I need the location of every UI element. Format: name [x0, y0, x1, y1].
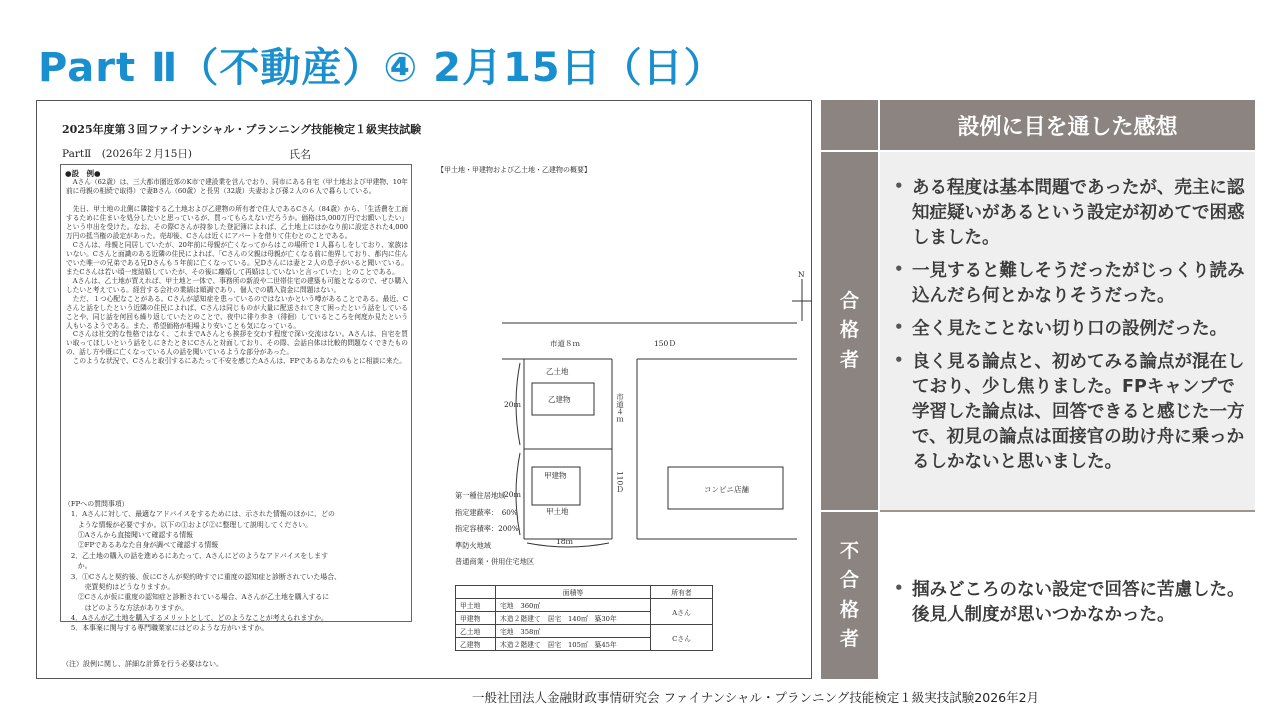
exam-part: PartⅡ (2026年２月15日)	[62, 148, 193, 160]
cell-detail: 木造２階建て 居宅 140㎡ 築30年	[496, 612, 651, 625]
store-label: コンビニ店舗	[704, 485, 749, 494]
cell-type: 甲土地	[456, 599, 496, 612]
list-item: • 掴みどころのない設定で回答に苦慮した。後見人制度が思いつかなかった。	[890, 578, 1247, 628]
dim-20m-upper: 20ｍ	[504, 400, 522, 409]
cell-type: 乙土地	[456, 625, 496, 638]
property-table	[455, 585, 713, 651]
exam-document	[36, 100, 812, 679]
bldg-otsu-label: 乙建物	[548, 395, 571, 404]
failed-char: 合	[839, 569, 859, 592]
zoning-info: 第一種住居地域 指定建蔽率： 60% 指定容積率：200% 準防火地域 普通商業・併用住宅地区	[455, 491, 535, 567]
table-row	[456, 599, 713, 612]
passed-list	[890, 176, 1247, 483]
source-credit: 一般社団法人金融財政事情研究会 ファイナンシャル・プランニング技能検定１級実技試験2026年2月	[472, 690, 1040, 705]
cell-type: 甲建物	[456, 612, 496, 625]
road-side-label: 市道４ｍ	[615, 393, 625, 423]
list-item: • 良く見る論点と、初めてみる論点が混在しており、少し焦りました。FPキャンプで学習した論点は、回答できると感じた一方で、初見の論点は面接官の助け舟に乗っかるしかないと思いました。	[890, 350, 1247, 475]
plot-otsu-label: 乙土地	[546, 367, 569, 376]
list-item: • 全く見たことない切り口の設例だった。	[890, 317, 1247, 342]
map-title: 【甲土地・甲建物および乙土地・乙建物の概要】	[437, 166, 591, 174]
th-detail: 面積等	[496, 586, 651, 599]
list-item: • ある程度は基本問題であったが、売主に認知症疑いがあるという設定が初めてで困惑しました。	[890, 176, 1247, 251]
panel-header: 設例に目を通した感想	[880, 100, 1255, 150]
road-top-label: 市道８ｍ	[550, 339, 580, 348]
cell-owner: Cさん	[651, 625, 713, 651]
case-label: ●設 例●	[65, 169, 101, 178]
property-table-header	[456, 586, 713, 599]
th-owner: 所有者	[651, 586, 713, 599]
failed-char: 者	[839, 627, 859, 650]
impressions-panel	[821, 100, 1255, 679]
case-text: Aさん（62歳）は、三大都市圏近郊のK市で建設業を営んでおり、同市にある自宅（甲土地および甲建物、10年前に母親の相続で取得）で妻Bさん（60歳）と長男（32歳）夫妻および孫２人の６人で暮らしている。 先日、甲土地の北側に隣接する乙土地および乙建物の所有者で住人であるCさん（84歳）から、「生活費を工面するために住まいを処分したいと思っているが、買ってもらえないだろうか。価格は5,000万円でお願いしたい」という申出を受けた。なお、その際Cさんが持参した登記簿によれば、乙土地上にはかなり前に設定された4,000万円の抵当権の設定があった。売却後、Cさんは近くにアパートを借りて住むとのことである。 Cさんは、母親と同居していたが、20年前に母親が亡くなってからはこの場所で１人暮らしをしており、家族はいない。Cさんと面識のある近隣の住民によれば、「Cさんの父親は母親が亡くなる前に他界しており、都内に住んでいた唯一の兄弟である兄Dさんも５年前に亡くなっている。兄Dさんには妻と２人の息子がいると聞いている。またCさんは若い頃一度結婚していたが、その後に離婚して再婚はしていないと言っていた」とのことである。 Aさんは、乙土地が買えれば、甲土地と一体で、事務所の新設や二世帯住宅の建築も可能となるので、ぜひ購入したいと考えている。経営する会社の業績は順調であり、個人での購入資金に問題はない。 ただ、１つ心配なことがある。Cさんが認知症を患っているのではないかという噂があることである。最近、Cさんと話をしたという近隣の住民によれば、Cさんは同じものが大量に配送されてきて困ったという話をしていることや、同じ話を何回も繰り返していたとのことで、夜中に徘り歩き（徘徊）しているところを何度か見たという人もいるようである。また、希望価格が相場より安いことも気になっている。 Cさんは社交的な性格ではなく、これまでAさんとも挨拶を交わす程度で深い交流はない。Aさんは、自宅を買い取ってほしいという話をしにきたときにCさんと対面しており、その際、会話自体は比較的問題なくできたものの、話し方や既に亡くなっている人の話を聞いているような部分があった。 このような状況で、Cさんと取引するにあたって不安を感じたAさんは、FPであるあなたのもとに相談に来た。	[66, 178, 408, 366]
page-title: Part Ⅱ（不動産）④ 2月15日（日）	[38, 45, 725, 91]
passed-char: 者	[839, 348, 859, 371]
dim-18m: 18ｍ	[556, 537, 574, 546]
cell-detail: 木造２階建て 居宅 105㎡ 築45年	[496, 638, 651, 651]
passed-label	[821, 152, 878, 510]
fp-questions: （FPへの質問事項） 1．Aさんに対して、最適なアドバイスをするためには、示された情報のほかに、どの ような情報が必要ですか。以下の①および②に整理して説明してください。 ①Aさんから直接聞いて確認する情報 ②FPであるあなた自身が調べて確認する情報 2．乙土地の購入の話を進めるにあたって、Aさんにどのようなアドバイスをします か。 3．①Cさんと契約後、仮にCさんが契約時すでに重度の認知症と診断されていた場合、 売買契約はどうなりますか。 ②Cさんが仮に重度の認知症と診断されている場合、Aさんが乙土地を購入するに はどのような方法がありますか。 4．Aさんが乙土地を購入するメリットとして、どのようなことが考えられますか。 5．本事案に関与する専門職業家にはどのような方がいますか。	[64, 500, 341, 633]
road-side-length: 110Ｄ	[615, 471, 625, 493]
plot-ko-label: 甲土地	[546, 507, 569, 516]
panel-corner	[821, 100, 878, 150]
failed-char: 格	[839, 598, 859, 621]
exam-name-label: 氏名	[289, 146, 409, 165]
passed-char: 合	[839, 289, 859, 312]
failed-list	[890, 578, 1247, 636]
failed-body	[880, 512, 1255, 679]
list-item: • 一見すると難しそうだったがじっくり読み込んだら何とかなりそうだった。	[890, 259, 1247, 309]
road-top-length: 150Ｄ	[654, 339, 676, 348]
cell-owner: Aさん	[651, 599, 713, 625]
dim-20m-lower: 20ｍ	[504, 490, 522, 499]
exam-note: （注）設例に関し、詳細な計算を行う必要はない。	[62, 660, 223, 668]
bldg-ko-label: 甲建物	[544, 471, 567, 480]
cell-detail: 宅地 360㎡	[496, 599, 651, 612]
failed-char: 不	[839, 539, 859, 562]
failed-label	[821, 512, 878, 679]
table-row	[456, 625, 713, 638]
exam-header: 2025年度第３回ファイナンシャル・プランニング技能検定１級実技試験	[62, 123, 422, 136]
cell-type: 乙建物	[456, 638, 496, 651]
passed-char: 格	[839, 319, 859, 342]
th-type	[456, 586, 496, 599]
north-label: N	[798, 270, 805, 279]
cell-detail: 宅地 358㎡	[496, 625, 651, 638]
passed-body	[880, 152, 1255, 510]
